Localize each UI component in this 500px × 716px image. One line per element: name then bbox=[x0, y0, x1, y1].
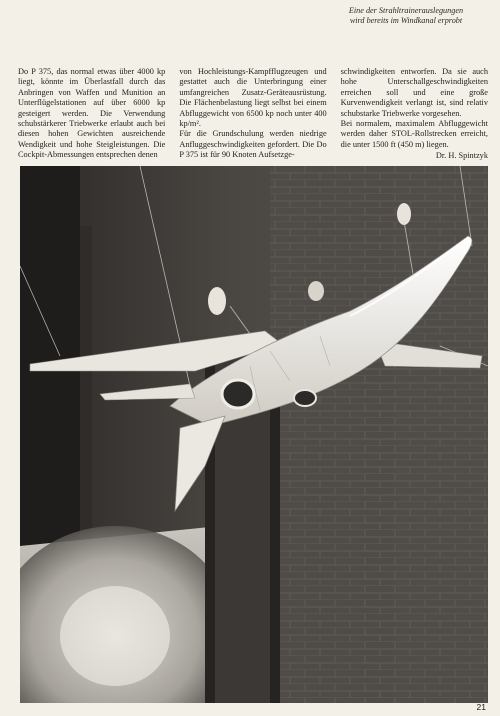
article-columns bbox=[18, 67, 488, 162]
photo-caption bbox=[326, 6, 486, 26]
column-3-paragraph-2: Bei normalem, maximalem Abfluggewicht werden daher STOL-Rollstrecken erreicht, die unter 1500 ft (450 m) liegen. bbox=[340, 119, 488, 149]
wind-tunnel-photo bbox=[20, 166, 488, 703]
caption-line-2: wird bereits im Windkanal erprobt bbox=[349, 16, 463, 25]
caption-line-1: Eine der Strahltrainerauslegungen bbox=[348, 6, 464, 15]
column-3 bbox=[341, 67, 488, 162]
column-1-text: Do P 375, das normal etwas über 4000 kp liegt, könnte im Überlastfall durch das Anbringen von Waffen und Munition an Unterflügelstationen auf über 6000 kp gesteigert werden. Die Verwendung schubstärkerer Triebwerke erlaubt auch bei diesen hohen Gewichten ausreichende Wendigkeit und hohe Steigleistungen. Die Cockpit-Abmessungen entsprechen denen bbox=[18, 67, 166, 160]
author-signature: Dr. H. Spintzyk bbox=[435, 151, 488, 161]
jet-trainer-model-image bbox=[20, 166, 488, 703]
column-3-paragraph-1: schwindigkeiten entworfen. Da sie auch hohe Unterschallgeschwindigkeiten erreichen soll und eine große Kurvenwendigkeit verlangt ist, sind relativ schubstarke Triebwerke vorgesehen. bbox=[340, 67, 488, 118]
column-2-paragraph-2: Für die Grundschulung werden niedrige Anfluggeschwindigkeiten gefordert. Die Do P 375 ist für 90 Knoten Aufsetzge- bbox=[179, 129, 327, 160]
column-1 bbox=[18, 67, 165, 162]
page-number: 21 bbox=[476, 702, 486, 712]
column-2-paragraph-1: von Hochleistungs-Kampfflugzeugen und gestattet auch die Unterbringung einer umfangreichen Zusatz-Geräteausrüstung. Die Flächenbelastung liegt selbst bei einem Abfluggewicht von 6500 kp noch unter 400 kp/m². bbox=[179, 67, 327, 129]
column-2 bbox=[179, 67, 326, 162]
